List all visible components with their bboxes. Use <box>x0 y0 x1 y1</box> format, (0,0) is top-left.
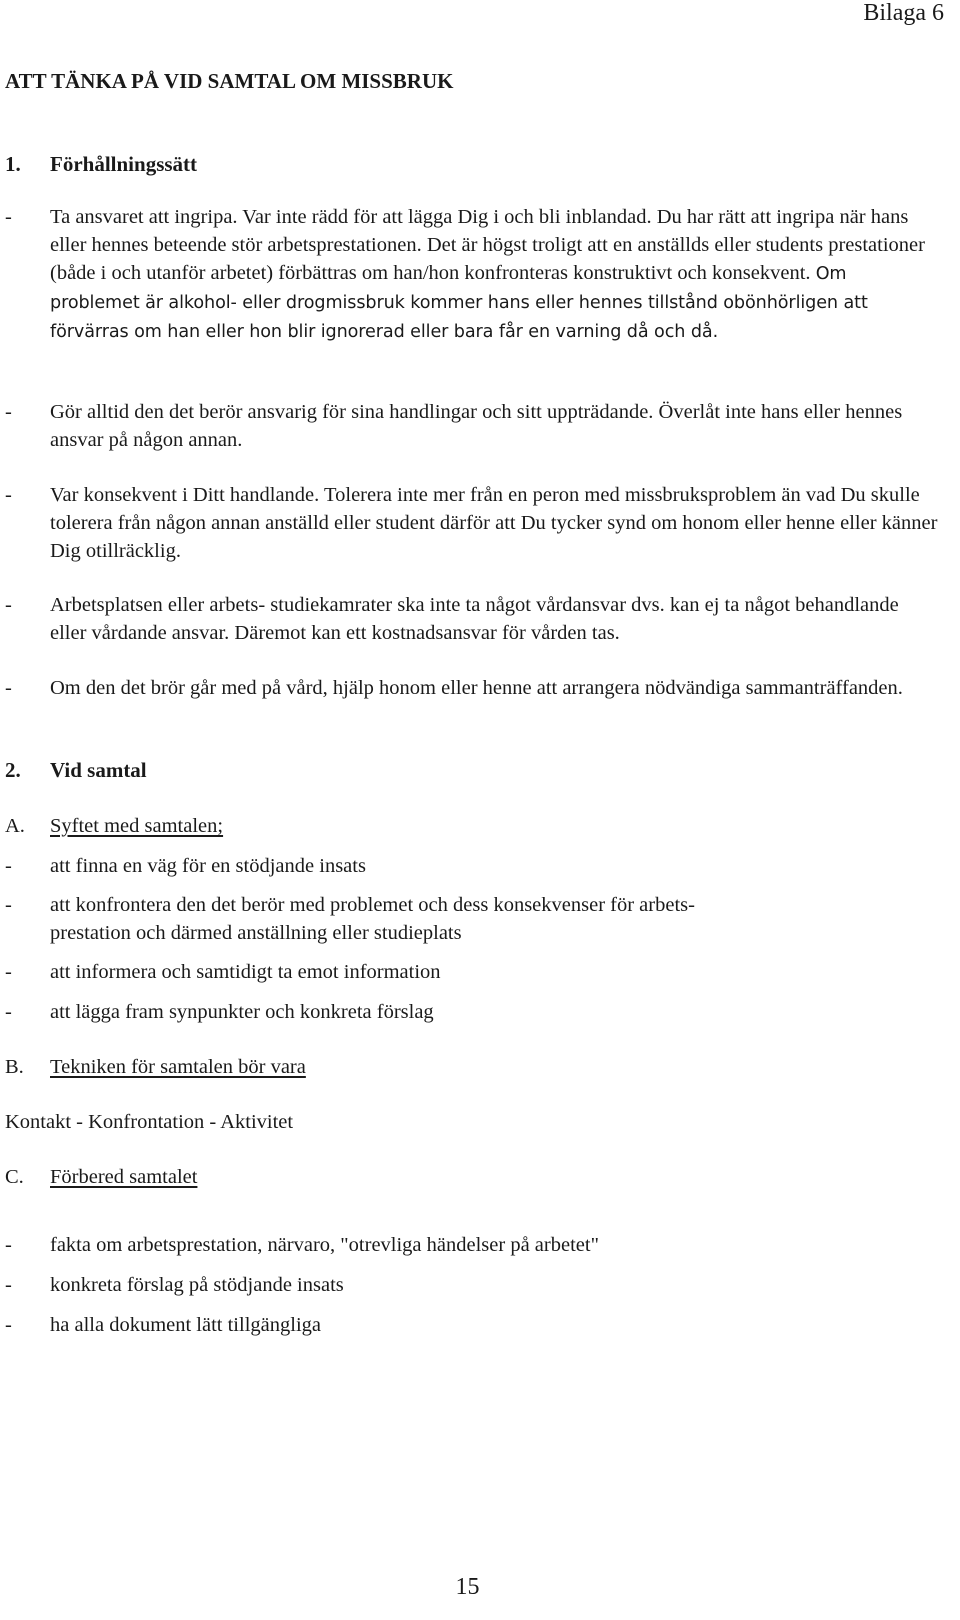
subsection-c-label: Förbered samtalet <box>50 1166 198 1188</box>
item-text: Om den det brör går med på vård, hjälp honom eller henne att arrangera nödvändiga sammanträffanden. <box>50 677 903 699</box>
item-text: konkreta förslag på stödjande insats <box>50 1274 344 1296</box>
subsection-a-label: Syftet med samtalen; <box>50 815 224 837</box>
item-text: att finna en väg för en stödjande insats <box>50 855 366 877</box>
bullet-dash: - <box>5 1274 12 1296</box>
list-item <box>5 1271 940 1299</box>
list-item <box>5 591 940 647</box>
bullet-dash: - <box>5 894 12 916</box>
list-item <box>5 1311 940 1339</box>
list-item <box>5 674 940 702</box>
subsection-c-letter: C. <box>5 1166 24 1188</box>
bullet-dash: - <box>5 961 12 983</box>
bullet-dash: - <box>5 401 12 423</box>
item-text: Arbetsplatsen eller arbets- studiekamrater ska inte ta något vårdansvar dvs. kan ej ta något behandlande eller vårdande ansvar. Däremot kan ett kostnadsansvar för vården tas. <box>50 594 899 644</box>
technique-text: Kontakt - Konfrontation - Aktivitet <box>5 1111 294 1133</box>
bullet-dash: - <box>5 594 12 616</box>
bullet-dash: - <box>5 206 12 228</box>
section-1-title: Förhållningssätt <box>50 152 198 176</box>
list-item <box>5 481 940 565</box>
item-text-part-1: Ta ansvaret att ingripa. Var inte rädd för att lägga Dig i och bli inblandad. Du har rätt att ingripa när hans eller hennes beteende stör arbetsprestationen. Det är högst troligt att en anställds eller students prestationer (både i och utanför arbetet) förbättras om han/hon konfronteras konstruktivt och konsekvent. <box>50 206 925 284</box>
list-item <box>5 203 940 346</box>
list-item <box>5 398 940 454</box>
annex-label: Bilaga 6 <box>863 0 944 26</box>
item-text: att informera och samtidigt ta emot information <box>50 961 441 983</box>
item-text: ha alla dokument lätt tillgängliga <box>50 1314 321 1336</box>
item-text: fakta om arbetsprestation, närvaro, "otrevliga händelser på arbetet" <box>50 1234 599 1256</box>
list-item <box>5 891 940 947</box>
bullet-dash: - <box>5 1234 12 1256</box>
section-2-number: 2. <box>5 758 21 782</box>
document-title: ATT TÄNKA PÅ VID SAMTAL OM MISSBRUK <box>5 69 454 93</box>
item-text: att konfrontera den det berör med problemet och dess konsekvenser för arbets- prestation och därmed anställning eller studieplats <box>50 894 695 944</box>
subsection-c-heading <box>5 1163 197 1191</box>
list-item <box>5 958 940 986</box>
bullet-dash: - <box>5 677 12 699</box>
bullet-dash: - <box>5 484 12 506</box>
subsection-b-letter: B. <box>5 1056 24 1078</box>
section-2-heading <box>5 757 147 783</box>
item-text: att lägga fram synpunkter och konkreta förslag <box>50 1001 434 1023</box>
list-item <box>5 852 940 880</box>
section-1-number: 1. <box>5 152 21 176</box>
page-number: 15 <box>455 1574 480 1600</box>
item-text: Gör alltid den det berör ansvarig för sina handlingar och sitt uppträdande. Överlåt inte hans eller hennes ansvar på någon annan. <box>50 401 903 451</box>
bullet-dash: - <box>5 1314 12 1336</box>
item-text-part-2: Om problemet är alkohol- eller drogmissbruk kommer hans eller hennes tillstånd obönhörligen att förvärras om han eller hon blir ignorerad eller bara får en varning då och då. <box>50 264 868 342</box>
list-item <box>5 1231 940 1259</box>
subsection-a-letter: A. <box>5 815 25 837</box>
subsection-a-heading <box>5 812 223 840</box>
bullet-dash: - <box>5 1001 12 1023</box>
subsection-b-label: Tekniken för samtalen bör vara <box>50 1056 306 1078</box>
section-2-title: Vid samtal <box>50 758 147 782</box>
list-item <box>5 998 940 1026</box>
item-text: Var konsekvent i Ditt handlande. Tolerera inte mer från en peron med missbruksproblem än vad Du skulle tolerera från någon annan anställd eller student därför att Du tycker synd om honom eller henne eller känner Dig otillräcklig. <box>50 484 938 562</box>
subsection-b-heading <box>5 1053 306 1081</box>
section-1-heading <box>5 151 197 177</box>
bullet-dash: - <box>5 855 12 877</box>
